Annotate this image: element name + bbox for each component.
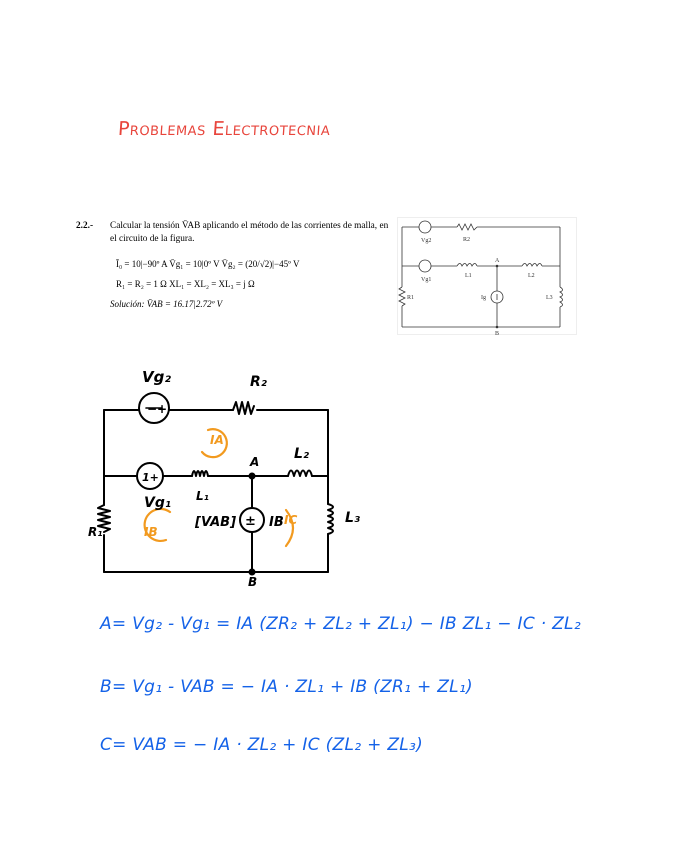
diag-label-vg2: Vg2 [421,238,432,244]
label-r1: R₁ [88,525,103,539]
diag-label-r2: R2 [463,237,471,243]
diag-label-ig: Ig [481,295,486,301]
vg2-source-sign: −+ [147,402,168,416]
diag-label-l2: L2 [528,273,535,279]
label-ib-source: IB [269,515,284,530]
label-l1: L₁ [196,489,209,503]
diag-label-b: B [495,331,500,337]
diag-label-a: A [495,258,500,264]
textbook-circuit-diagram [397,217,577,335]
label-r2: R₂ [250,374,267,390]
label-node-b: B [248,575,258,589]
ib-source-sign: ± [245,514,256,529]
vg1-source-sign: 1+ [142,471,159,484]
diag-label-vg1: Vg1 [421,277,432,283]
diag-label-l3: L3 [546,295,553,301]
problem-number: 2.2.- [76,221,94,231]
equation-c: C= VAB = − IA · ZL₂ + IC (ZL₂ + ZL₃) [100,735,424,755]
problem-statement: Calcular la tensión V̄AB aplicando el método de las corrientes de malla, en el circuito de la figura. [110,221,389,244]
equation-b: B= Vg₁ - VAB = − IA · ZL₁ + IB (ZR₁ + ZL₁) [100,677,473,697]
given-line-2: R₁ = R₂ = 1 Ω XL₁ = XL₂ = XL₃ = j Ω [116,279,255,289]
diag-label-l1: L1 [465,273,472,279]
label-ib: IB [144,525,158,539]
label-ic: IC [284,513,298,527]
diag-label-r1: R1 [407,295,415,301]
label-ia: IA [210,433,224,447]
handwritten-circuit [88,360,430,590]
label-vg2: Vg₂ [142,368,171,386]
label-vg1: Vg₁ [144,495,171,511]
label-l2: L₂ [294,446,310,462]
label-vab: [VAB] [195,515,237,530]
equation-a: A= Vg₂ - Vg₁ = IA (ZR₂ + ZL₂ + ZL₁) − IB ZL₁ − IC · ZL₂ [100,614,581,634]
solution-line: Solución: V̄AB = 16.17|2.72º V [110,299,223,309]
label-l3: L₃ [345,510,361,526]
given-line-1: Ī₀ = 10|−90º A V̄g₁ = 10|0º V V̄g₂ = (20/√2)|−45º V [116,259,300,269]
label-node-a: A [250,455,260,469]
page-title: Problemas Electrotecnia [117,118,332,140]
